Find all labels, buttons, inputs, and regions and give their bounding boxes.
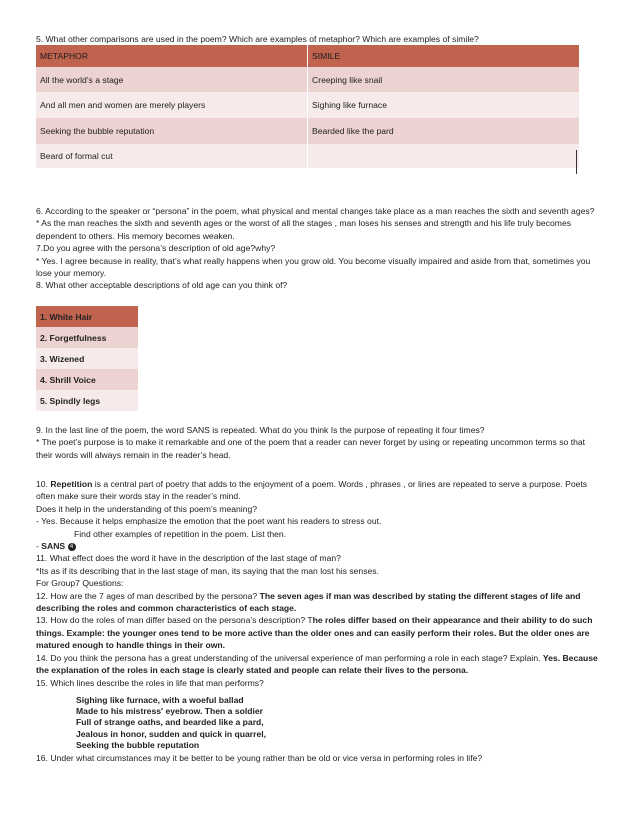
old-age-table <box>36 306 138 411</box>
q14-text: 14. Do you think the persona has a great understanding of the universal experience of man performing a role in each stage? Explain. <box>36 652 543 663</box>
q13-answer: he roles differ based on their appearance and their ability to do such things. Example: the younger ones tend to be more active than the older ones and can easily perform their roles. But the older ones are matured enough to handle things in their own. <box>36 615 593 651</box>
table-cell: 1. White Hair <box>36 306 138 327</box>
table-cell: All the world’s a stage <box>36 67 308 92</box>
sans-word: SANS <box>41 541 66 552</box>
question-10-block <box>36 478 602 689</box>
q12-text: 12. How are the 7 ages of man described by the persona? <box>36 590 260 601</box>
q10-label: 10. <box>36 479 51 489</box>
q10-term: Repetition <box>50 479 93 489</box>
table-row <box>36 369 138 390</box>
table-row <box>36 118 579 144</box>
q13-text: 13. How do the roles of man differ based on the persona’s description? T <box>36 615 313 626</box>
poem-line: Sighing like furnace, with a woeful ballad <box>76 695 244 705</box>
poem-line: Seeking the bubble reputation <box>76 739 200 750</box>
answer-9: * The poet’s purpose is to make it remarkable and one of the poem that a reader can never forget by using or repeating uncommon terms so that their words will always remain in the reader’s head. <box>36 437 586 460</box>
header-simile: SIMILE <box>308 45 580 67</box>
group-heading: For Group7 Questions: <box>36 578 124 589</box>
question-6-block <box>36 205 602 292</box>
table-cell: Creeping like snail <box>308 67 580 92</box>
table-row <box>36 348 138 369</box>
table-cell: Beard of formal cut <box>36 144 308 168</box>
question-9: 9. In the last line of the poem, the word SANS is repeated. What do you think Is the purpose of repeating it four times? <box>36 425 485 435</box>
answer-11: *Its as if its describing that in the last stage of man, its saying that the man lost his senses. <box>36 565 379 576</box>
table-cell: 2. Forgetfulness <box>36 327 138 348</box>
table-cell: Bearded like the pard <box>308 118 580 144</box>
sans-line <box>36 540 602 552</box>
answer-10: - Yes. Because it helps emphasize the emotion that the poet want his readers to stress out. <box>36 516 382 527</box>
question-15: 15. Which lines describe the roles in life that man performs? <box>36 677 264 688</box>
question-6: 6. According to the speaker or “persona” in the poem, what physical and mental changes take place as a man reaches the sixth and seventh ages? <box>36 206 595 216</box>
poem-line: Made to his mistress' eyebrow. Then a soldier <box>76 706 264 717</box>
header-metaphor: METAPHOR <box>36 45 308 67</box>
answer-6: * As the man reaches the sixth and seventh ages or the worst of all the stages , man loses his senses and strength and his life truly becomes dependent to others. His memory becomes weaken. <box>36 218 572 241</box>
table-row <box>36 327 138 348</box>
q10-text: is a central part of poetry that adds to the enjoyment of a poem. Words , phrases , or lines are repeated to serve a purpose. Poets often make sure their words stay in the reader’s mind. <box>36 479 588 502</box>
table-row <box>36 67 579 92</box>
question-7: 7.Do you agree with the persona’s description of old age?why? <box>36 243 276 254</box>
q12-answer: The seven ages if man was described by stating the different stages of life and describing the roles and common characteristics of each stage. <box>36 590 581 614</box>
circled-number-icon: 4 <box>68 543 76 551</box>
question-13 <box>36 614 602 651</box>
table-cell: Seeking the bubble reputation <box>36 118 308 144</box>
table-cell: And all men and women are merely players <box>36 92 308 118</box>
q14-answer: Yes. Because the explanation of the roles in each stage is clearly stated and people can relate their lives to the persona. <box>36 652 598 676</box>
table-header-row <box>36 45 579 67</box>
question-11: 11. What effect does the word it have in the description of the last stage of man? <box>36 553 341 564</box>
table-row <box>36 306 138 327</box>
question-9-block <box>36 424 602 461</box>
poem-line: Jealous in honor, sudden and quick in quarrel, <box>76 728 267 739</box>
table-divider <box>576 150 577 174</box>
table-row <box>36 390 138 411</box>
question-8: 8. What other acceptable descriptions of old age can you think of? <box>36 280 288 291</box>
sans-prefix: - <box>36 541 42 552</box>
question-5: 5. What other comparisons are used in the poem? Which are examples of metaphor? Which are examples of simile? <box>36 34 479 44</box>
table-cell: 4. Shrill Voice <box>36 369 138 390</box>
table-cell: 5. Spindly legs <box>36 390 138 411</box>
question-12 <box>36 590 602 615</box>
poem-lines <box>76 695 266 751</box>
table-row <box>36 144 579 168</box>
table-row <box>36 92 579 118</box>
table-cell: Sighing like furnace <box>308 92 580 118</box>
table-cell: 3. Wizened <box>36 348 138 369</box>
comparison-table <box>36 45 579 168</box>
answer-7: * Yes. I agree because in reality, that’s what really happens when you grow old. You become visually impaired and aside from that, sometimes you lose your memory. <box>36 255 591 279</box>
find-examples: Find other examples of repetition in the poem. List then. <box>74 528 287 539</box>
table-cell <box>308 144 580 168</box>
question-14 <box>36 652 602 677</box>
question-16: 16. Under what circumstances may it be better to be young rather than be old or vice versa in performing roles in life? <box>36 753 483 763</box>
question-10b: Does it help in the understanding of this poem’s meaning? <box>36 503 258 514</box>
question-10 <box>36 478 602 503</box>
poem-line: Full of strange oaths, and bearded like a pard, <box>76 717 264 728</box>
